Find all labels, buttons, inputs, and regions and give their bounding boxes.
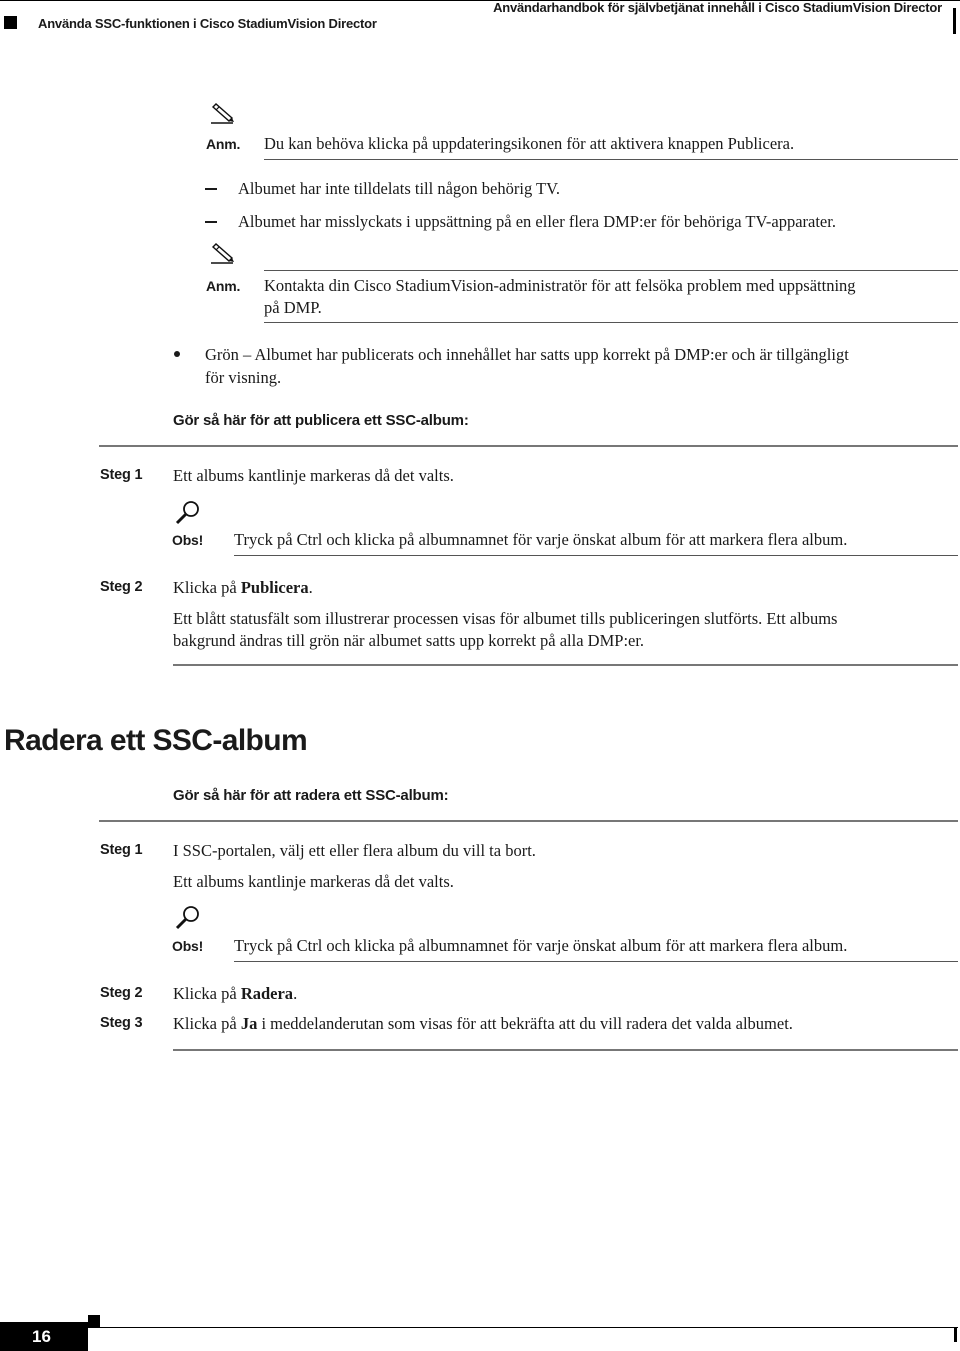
step-text: Ett albums kantlinje markeras då det valts. bbox=[173, 466, 454, 485]
note-label: Anm. bbox=[206, 278, 241, 294]
pencil-icon bbox=[207, 103, 237, 125]
step-result: Ett albums kantlinje markeras då det valts. bbox=[173, 872, 454, 891]
step-label: Steg 1 bbox=[100, 842, 143, 858]
bullet-text-line2: för visning. bbox=[205, 368, 282, 387]
magnifier-icon bbox=[174, 499, 202, 525]
tip-text: Tryck på Ctrl och klicka på albumnamnet för varje önskat album för att markera flera album. bbox=[234, 936, 848, 955]
dash-item: Albumet har inte tilldelats till någon behörig TV. bbox=[238, 179, 561, 198]
footer-bar bbox=[954, 1328, 957, 1342]
page-number: 16 bbox=[32, 1327, 51, 1346]
ui-term-radera: Radera bbox=[240, 984, 294, 1003]
note-rule bbox=[264, 322, 958, 323]
procedure-end-rule bbox=[173, 664, 958, 666]
header-marker bbox=[4, 16, 17, 29]
note-text-line1: Kontakta din Cisco StadiumVision-administratör för att felsöka problem med uppsättning bbox=[264, 276, 856, 295]
step-text: Klicka på Publicera. bbox=[173, 578, 313, 597]
procedure-heading: Gör så här för att radera ett SSC-album: bbox=[173, 787, 449, 804]
dash-marker bbox=[205, 221, 217, 223]
tip-rule bbox=[234, 555, 958, 556]
ui-term-publicera: Publicera bbox=[240, 578, 309, 597]
footer-marker bbox=[88, 1315, 100, 1327]
step-label: Steg 2 bbox=[100, 985, 143, 1001]
step-text: Klicka på Ja i meddelanderutan som visas för att bekräfta att du vill radera det valda albumet. bbox=[173, 1014, 793, 1033]
dash-item: Albumet har misslyckats i uppsättning på en eller flera DMP:er för behöriga TV-apparater. bbox=[238, 212, 836, 231]
bullet-marker bbox=[174, 351, 180, 357]
header-bar bbox=[953, 8, 956, 34]
note-top-rule bbox=[264, 270, 958, 271]
step-text: I SSC-portalen, välj ett eller flera album du vill ta bort. bbox=[173, 841, 536, 860]
tip-rule bbox=[234, 961, 958, 962]
footer-rule bbox=[88, 1327, 958, 1328]
note-text: Du kan behöva klicka på uppdateringsikonen för att aktivera knappen Publicera. bbox=[264, 134, 795, 153]
header-right-title: Användarhandbok för självbetjänat innehåll i Cisco StadiumVision Director bbox=[493, 0, 942, 15]
ui-term-ja: Ja bbox=[240, 1014, 258, 1033]
tip-label: Obs! bbox=[172, 938, 204, 954]
step-label: Steg 2 bbox=[100, 579, 143, 595]
step-label: Steg 3 bbox=[100, 1015, 143, 1031]
note-label: Anm. bbox=[206, 136, 241, 152]
procedure-end-rule bbox=[173, 1049, 958, 1051]
step-text: Klicka på Radera. bbox=[173, 984, 298, 1003]
note-text-line2: på DMP. bbox=[264, 298, 322, 317]
dash-marker bbox=[205, 188, 217, 190]
tip-text: Tryck på Ctrl och klicka på albumnamnet för varje önskat album för att markera flera album. bbox=[234, 530, 848, 549]
magnifier-icon bbox=[174, 904, 202, 930]
step-label: Steg 1 bbox=[100, 467, 143, 483]
procedure-rule bbox=[99, 820, 958, 822]
step-result-line1: Ett blått statusfält som illustrerar processen visas för albumet tills publiceringen slutförts. Ett albums bbox=[173, 609, 838, 628]
pencil-icon bbox=[207, 243, 237, 265]
procedure-heading: Gör så här för att publicera ett SSC-album: bbox=[173, 412, 469, 429]
tip-label: Obs! bbox=[172, 532, 204, 548]
section-title: Radera ett SSC-album bbox=[4, 724, 308, 757]
note-rule bbox=[264, 159, 958, 160]
procedure-rule bbox=[99, 445, 958, 447]
bullet-text-line1: Grön – Albumet har publicerats och innehållet har satts upp korrekt på DMP:er och är tillgängligt bbox=[205, 345, 849, 364]
step-result-line2: bakgrund ändras till grön när albumet satts upp korrekt på alla DMP:er. bbox=[173, 631, 645, 650]
header-left-title: Använda SSC-funktionen i Cisco StadiumVision Director bbox=[38, 16, 377, 31]
